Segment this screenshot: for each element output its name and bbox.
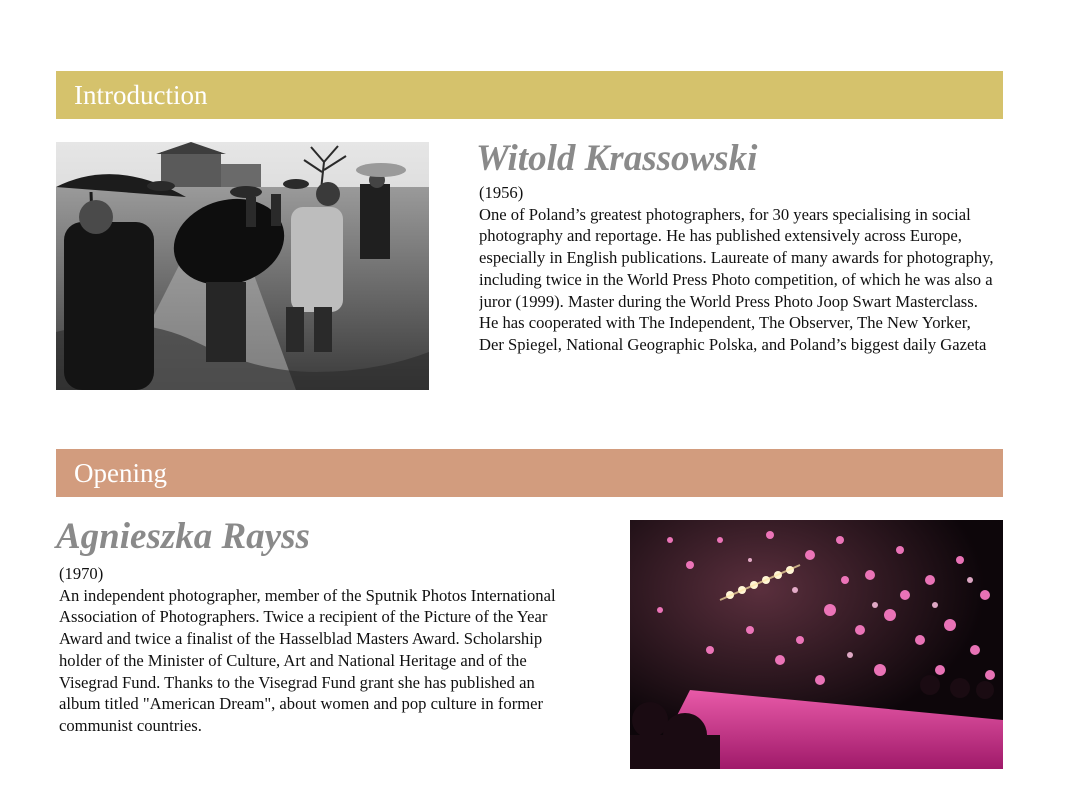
- bio-text-rayss: An independent photographer, member of the Sputnik Photos International Association of Photographers. Twice a recipient of the Picture of the Year Award and twice a finalist of the Hasselblad Masters Award. Scholarship holder of the Minister of Culture, Art and National Heritage and of the Visegrad Fund. Thanks to the Visegrad Fund grant she has published an album titled "American Dream", about women and pop culture in former communist countries.: [59, 585, 556, 735]
- photographer-name-krassowski: Witold Krassowski: [476, 138, 758, 179]
- section-title-opening: Opening: [74, 457, 167, 488]
- photographer-name-rayss: Agnieszka Rayss: [56, 516, 310, 557]
- bio-year-rayss: (1970): [59, 564, 104, 583]
- section-bar-introduction: [56, 71, 1003, 119]
- section-title-introduction: Introduction: [74, 79, 208, 110]
- bio-year-krassowski: (1956): [479, 183, 524, 202]
- photo-witold-krassowski: [56, 142, 429, 390]
- bio-rayss: [59, 563, 579, 763]
- bio-krassowski: [479, 182, 999, 382]
- bio-text-krassowski: One of Poland’s greatest photographers, for 30 years specialising in social photography and reportage. He has published extensively across Europe, especially in English publications. Laureate of many awards for photography, including twice in the World Press Photo competition, of which he was also a juror (1999). Master during the World Press Photo Joop Swart Masterclass. He has cooperated with The Independent, The Observer, The New Yorker, Der Spiegel, National Geographic Polska, and Poland’s biggest daily Gazeta: [479, 204, 994, 354]
- photo-agnieszka-rayss: [630, 520, 1003, 769]
- section-bar-opening: [56, 449, 1003, 497]
